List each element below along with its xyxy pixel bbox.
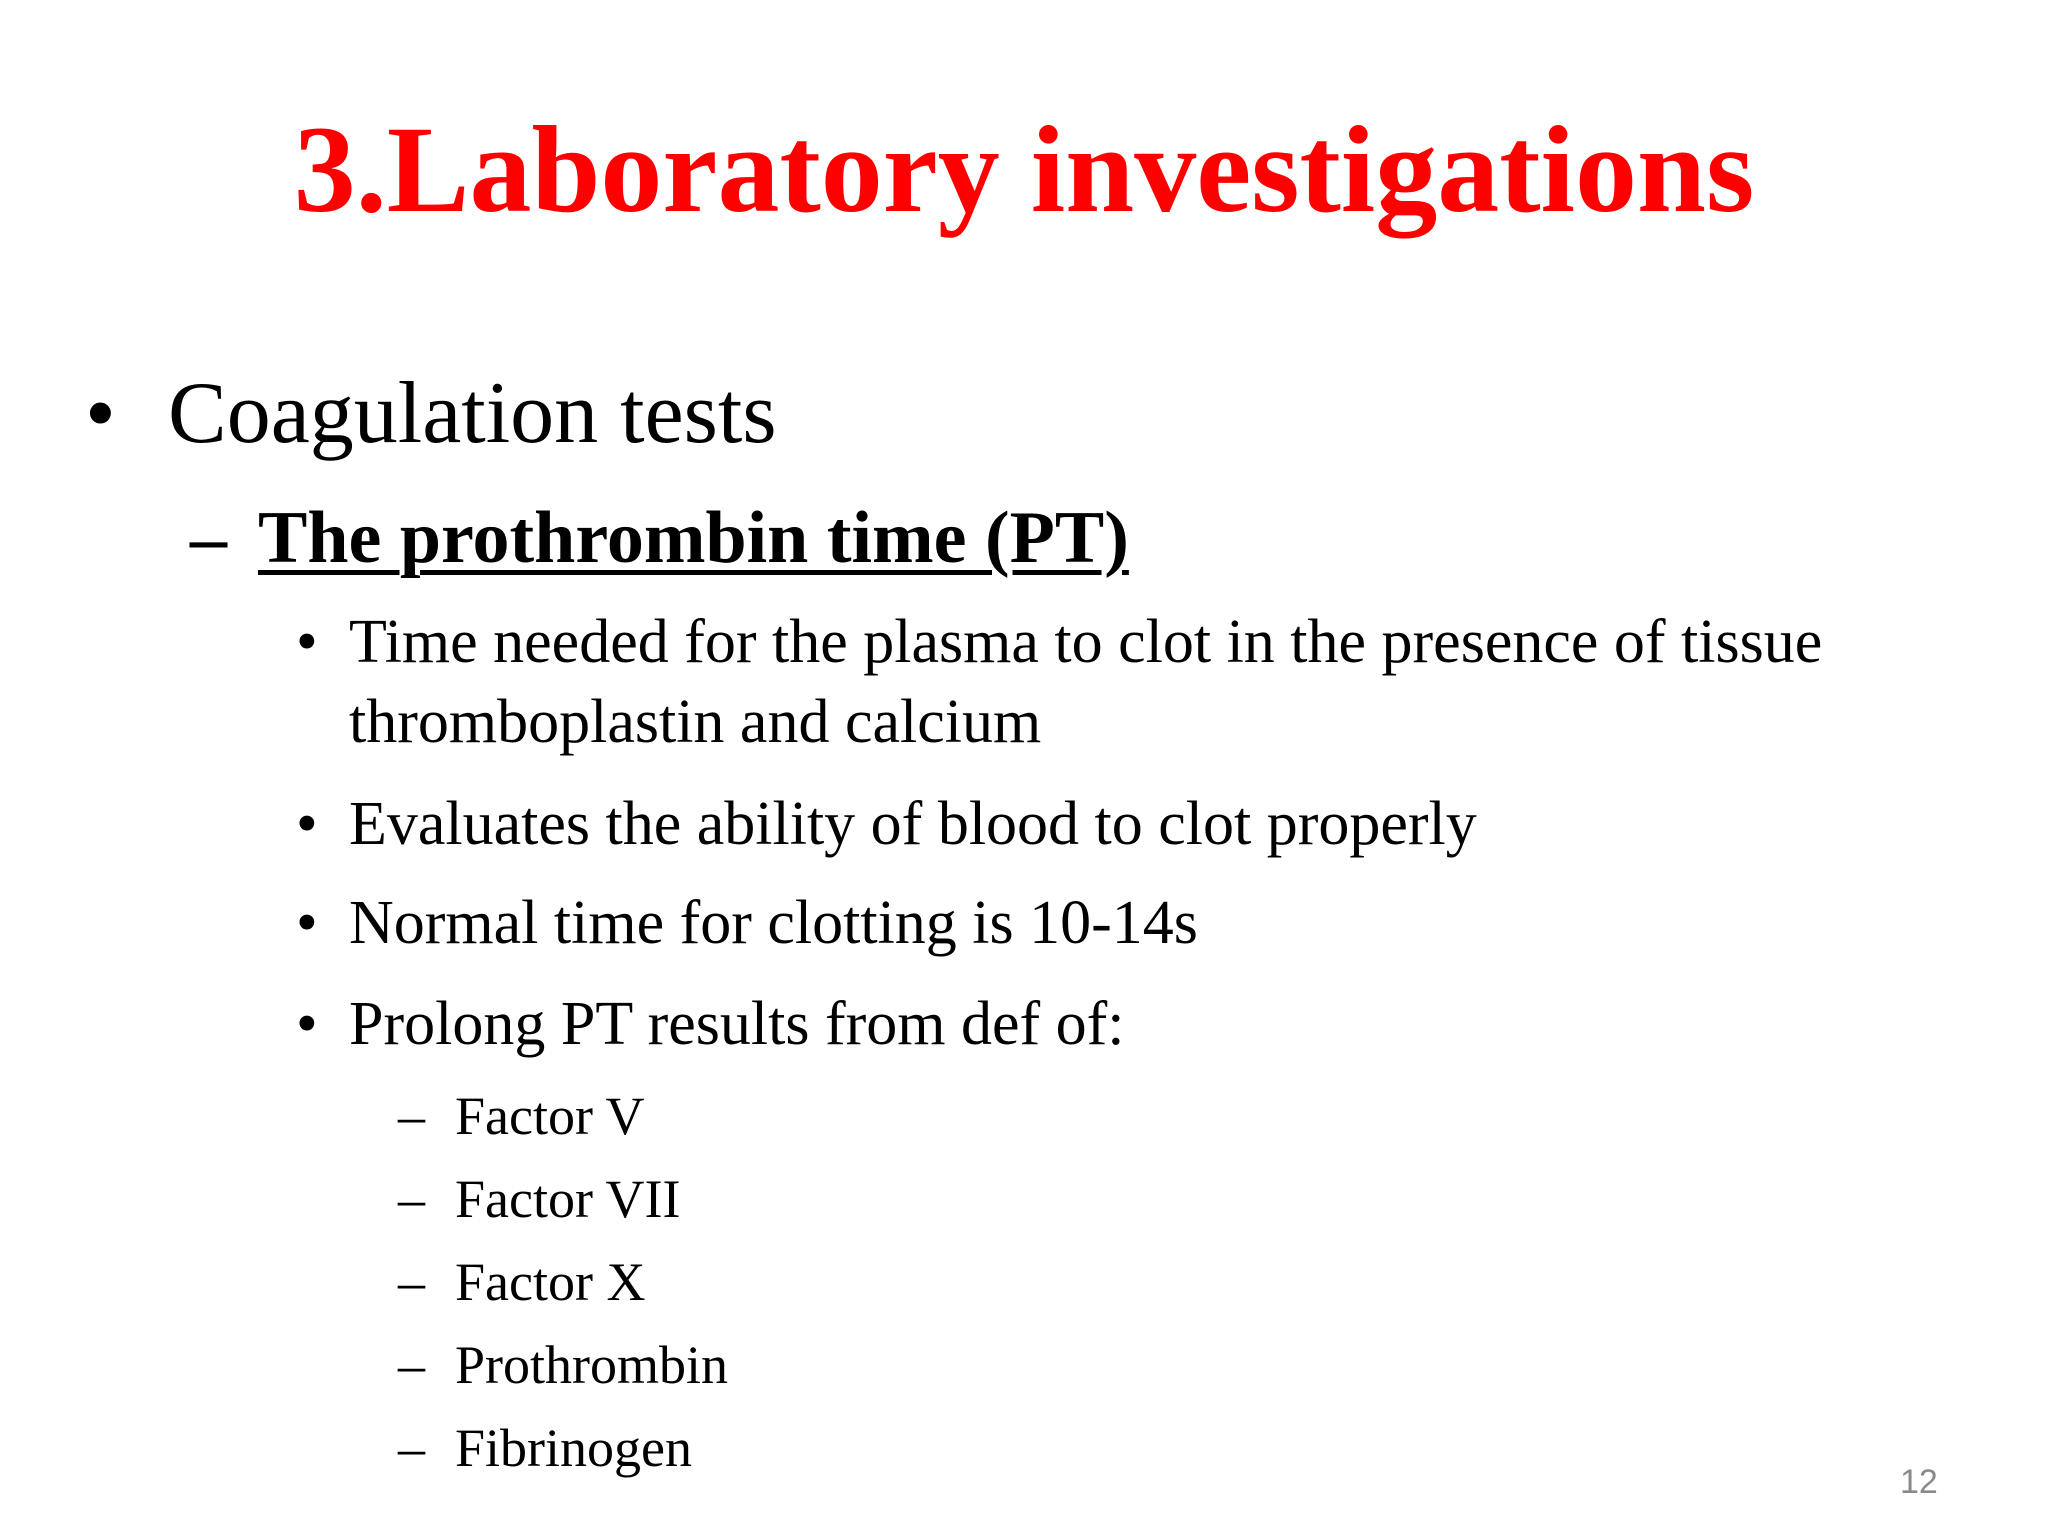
dash-icon: –	[398, 1418, 425, 1478]
level2-item-label: The prothrombin time (PT)	[258, 497, 1129, 579]
bullet-icon: •	[296, 608, 318, 676]
dash-icon: –	[398, 1252, 425, 1312]
level4-item-factor-x: Factor X	[455, 1252, 646, 1312]
dash-icon: –	[190, 497, 227, 579]
level3-item-prolong-pt: Prolong PT results from def of:	[349, 990, 1125, 1058]
level4-item-factor-vii: Factor VII	[455, 1169, 681, 1229]
level3-item-normal-time: Normal time for clotting is 10-14s	[349, 889, 1198, 957]
level4-item-factor-v: Factor V	[455, 1086, 645, 1146]
level3-item-evaluates: Evaluates the ability of blood to clot properly	[349, 790, 1477, 858]
bullet-icon: •	[85, 365, 116, 462]
page-number: 12	[1900, 1463, 1938, 1501]
slide-title: 3.Laboratory investigations	[293, 101, 1755, 238]
level4-item-fibrinogen: Fibrinogen	[455, 1418, 692, 1478]
level2-item-prothrombin-time	[258, 496, 1129, 580]
bullet-icon: •	[296, 990, 318, 1058]
bullet-icon: •	[296, 889, 318, 957]
level3-item-time-needed-line1: Time needed for the plasma to clot in the presence of tissue	[349, 608, 1823, 676]
level3-item-time-needed-line2: thromboplastin and calcium	[349, 688, 1042, 756]
level4-item-prothrombin: Prothrombin	[455, 1335, 729, 1395]
dash-icon: –	[398, 1169, 425, 1229]
dash-icon: –	[398, 1335, 425, 1395]
dash-icon: –	[398, 1086, 425, 1146]
level1-item-coagulation-tests: Coagulation tests	[168, 365, 777, 462]
bullet-icon: •	[296, 790, 318, 858]
